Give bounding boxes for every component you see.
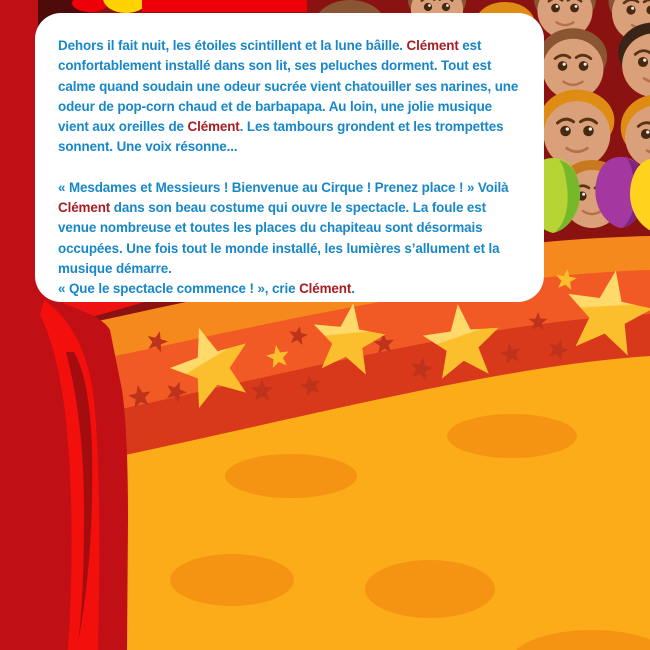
story-text: . Les tambours grondent et les trompettes sonnent. Une voix résonne... [58,119,504,155]
story-text: « Que le spectacle commence ! », crie [58,281,300,297]
story-text: Dehors il fait nuit, les étoiles scintillent et la lune bâille. [58,38,407,53]
story-text: est confortablement installé dans son lit, ses peluches dorment. Tout est calme quand soudain une odeur sucrée vient chatouiller ses narines, une odeur de pop-corn chaud et de barbapapa. Au loin, une jolie musique vient aux oreilles de [58,38,519,135]
floor-spot [447,414,577,458]
character-name: Clément [58,200,111,216]
character-name: Clément [406,38,459,53]
story-text: « Mesdames et Messieurs ! Bienvenue au Cirque ! Prenez place ! » Voilà [58,179,509,195]
story-card [35,13,544,302]
character-name: Clément [187,119,240,135]
story-paragraph-2 [58,178,520,279]
top-red-band [142,0,307,12]
character-name: Clément [299,281,352,297]
floor-spot [365,560,495,618]
floor-spot [225,454,357,498]
story-text: . [351,281,355,297]
story-text: dans son beau costume qui ouvre le spectacle. La foule est venue nombreuse et toutes les places du chapiteau sont désormais occupées. Une fois tout le monde installé, les lumières s’allument et la musique démarre. [58,200,500,276]
floor-spot [170,554,294,606]
story-paragraph-1 [58,36,520,158]
story-paragraph-3 [58,279,520,299]
